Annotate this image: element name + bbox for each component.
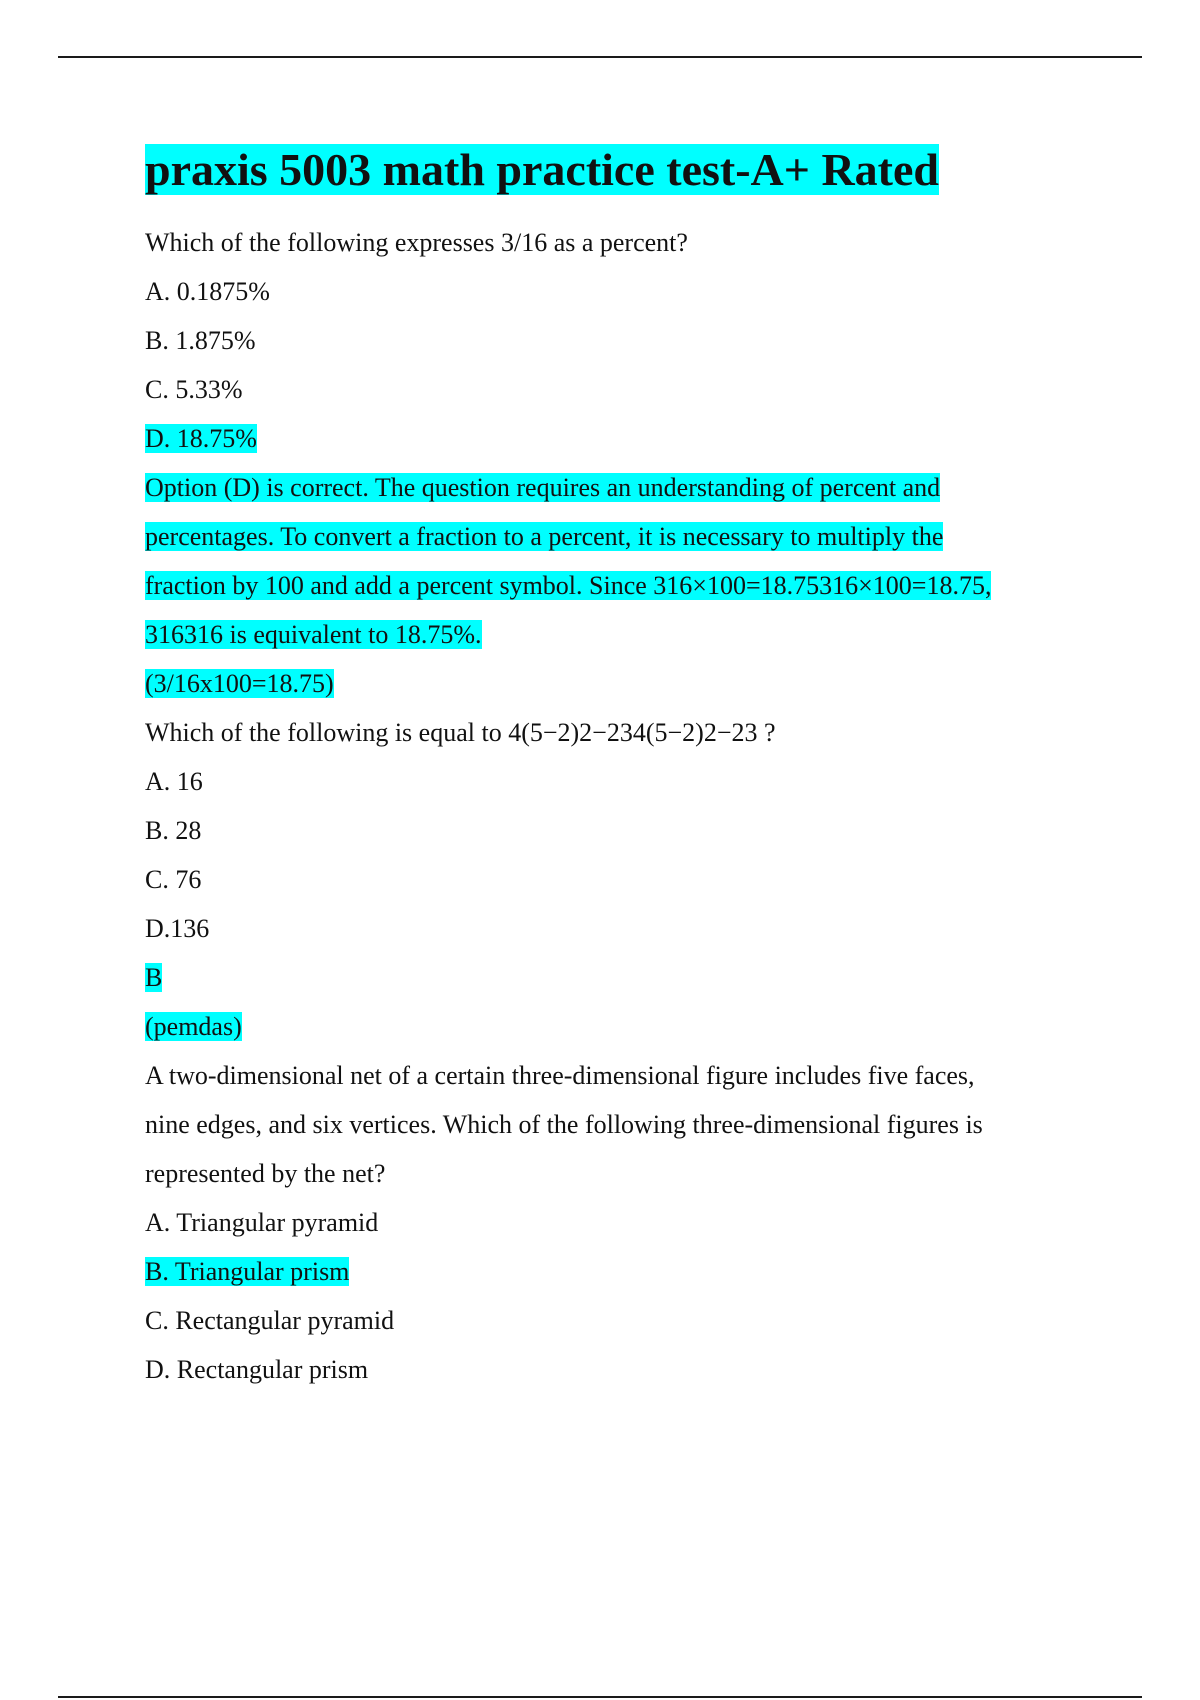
- question-2-option-b: B. 28: [145, 816, 202, 845]
- top-rule: [58, 56, 1142, 58]
- question-3-option-b-correct: B. Triangular prism: [145, 1257, 350, 1286]
- question-1: [145, 218, 1105, 708]
- question-2-answer: B: [145, 963, 163, 992]
- question-1-explanation-line: percentages. To convert a fraction to a percent, it is necessary to multiply the: [145, 522, 944, 551]
- question-3-prompt-line: nine edges, and six vertices. Which of the following three-dimensional figures is: [145, 1110, 983, 1139]
- question-2-option-c: C. 76: [145, 865, 202, 894]
- question-1-option-c: C. 5.33%: [145, 375, 243, 404]
- question-3: [145, 1051, 1105, 1394]
- question-1-explanation-line: fraction by 100 and add a percent symbol. Since 316×100=18.75316×100=18.75,: [145, 571, 992, 600]
- question-3-option-d: D. Rectangular prism: [145, 1355, 369, 1384]
- question-2-option-d: D.136: [145, 914, 210, 943]
- question-3-option-c: C. Rectangular pyramid: [145, 1306, 395, 1335]
- question-1-option-a: A. 0.1875%: [145, 277, 270, 306]
- question-3-option-a: A. Triangular pyramid: [145, 1208, 379, 1237]
- question-1-option-d-correct: D. 18.75%: [145, 424, 257, 453]
- question-1-prompt: Which of the following expresses 3/16 as a percent?: [145, 228, 688, 257]
- question-2: [145, 708, 1105, 1051]
- question-2-prompt: Which of the following is equal to 4(5−2)2−234(5−2)2−23 ?: [145, 718, 776, 747]
- question-2-option-a: A. 16: [145, 767, 203, 796]
- question-1-explanation-line: 316316 is equivalent to 18.75%.: [145, 620, 482, 649]
- document-title: praxis 5003 math practice test-A+ Rated: [145, 144, 939, 195]
- document-body: [145, 140, 1105, 1394]
- question-3-prompt-line: A two-dimensional net of a certain three-dimensional figure includes five faces,: [145, 1061, 975, 1090]
- question-1-work: (3/16x100=18.75): [145, 669, 334, 698]
- question-2-work: (pemdas): [145, 1012, 242, 1041]
- question-1-option-b: B. 1.875%: [145, 326, 256, 355]
- question-3-prompt-line: represented by the net?: [145, 1159, 386, 1188]
- question-1-explanation-line: Option (D) is correct. The question requires an understanding of percent and: [145, 473, 941, 502]
- bottom-rule: [58, 1696, 1142, 1698]
